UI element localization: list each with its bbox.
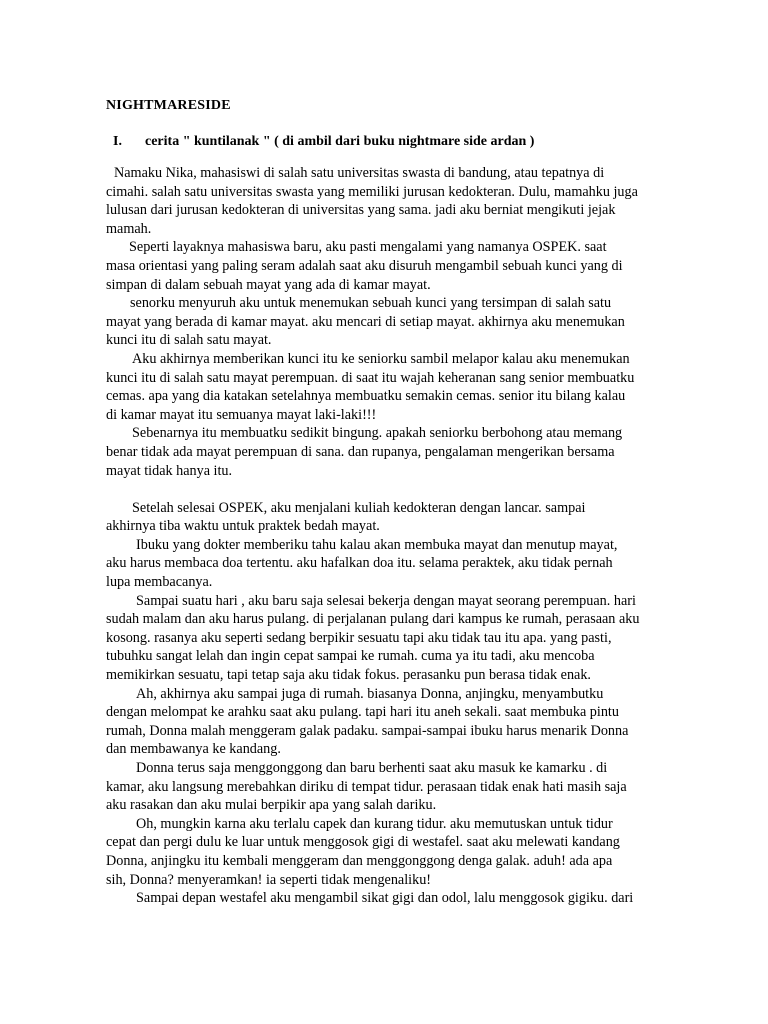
section-heading [113, 134, 534, 150]
text-line: Sampai suatu hari , aku baru saja selesai bekerja dengan mayat seorang perempuan. hari [136, 592, 636, 609]
text-line: kamar, aku langsung merebahkan diriku di tempat tidur. perasaan tidak enak hati masih saja [106, 778, 627, 795]
text-line: kunci itu di salah satu mayat perempuan. di saat itu wajah keheranan sang senior membuatku [106, 369, 635, 386]
text-line: mamah. [106, 220, 152, 237]
section-title: cerita " kuntilanak " ( di ambil dari buku nightmare side ardan ) [145, 134, 535, 149]
text-line: Aku akhirnya memberikan kunci itu ke seniorku sambil melapor kalau aku menemukan [132, 350, 630, 367]
text-line: dan membawanya ke kandang. [106, 741, 281, 758]
paragraph-break [106, 480, 672, 499]
text-line: cimahi. salah satu universitas swasta yang memiliki jurusan kedokteran. Dulu, mamahku juga [106, 183, 638, 200]
text-line: lupa membacanya. [106, 574, 213, 591]
text-line: dengan melompat ke arahku saat aku pulang. tapi hari itu aneh sekali. saat membuka pintu [106, 704, 619, 721]
text-line: tubuhku sangat lelah dan ingin cepat sampai ke rumah. cuma ya itu tadi, aku mencoba [106, 648, 595, 665]
text-line: akhirnya tiba waktu untuk praktek bedah mayat. [106, 518, 380, 535]
text-line: Ah, akhirnya aku sampai juga di rumah. biasanya Donna, anjingku, menyambutku [136, 685, 604, 702]
document-title: NIGHTMARESIDE [106, 98, 231, 113]
text-line: benar tidak ada mayat perempuan di sana. dan rupanya, pengalaman mengerikan bersama [106, 443, 615, 460]
text-line: Donna terus saja menggonggong dan baru berhenti saat aku masuk ke kamarku . di [136, 760, 608, 776]
text-line: senorku menyuruh aku untuk menemukan sebuah kunci yang tersimpan di salah satu [130, 295, 612, 312]
text-line: Donna, anjingku itu kembali menggeram dan menggonggong denga galak. aduh! ada apa [106, 852, 613, 869]
text-line: Oh, mungkin karna aku terlalu capek dan kurang tidur. aku memutuskan untuk tidur [136, 815, 613, 832]
section-number: I. [113, 134, 122, 149]
text-line: memikirkan sesuatu, tapi tetap saja aku tidak fokus. perasanku pun berasa tidak enak. [106, 667, 591, 684]
text-line: mayat tidak hanya itu. [106, 462, 233, 479]
text-line: sudah malam dan aku harus pulang. di perjalanan pulang dari kampus ke rumah, perasaan aku [106, 611, 640, 628]
text-line: aku rasakan dan aku mulai berpikir apa yang salah dariku. [106, 797, 437, 814]
text-line: aku harus membaca doa tertentu. aku hafalkan doa itu. selama peraktek, aku tidak pernah [106, 555, 613, 572]
text-line: di kamar mayat itu semuanya mayat laki-laki!!! [106, 406, 377, 423]
text-line: kosong. rasanya aku seperti sedang berpikir sesuatu tapi aku tidak tau itu apa. yang pasti, [106, 629, 612, 646]
text-line: Namaku Nika, mahasiswi di salah satu universitas swasta di bandung, atau tepatnya di [114, 165, 605, 181]
text-line: Setelah selesai OSPEK, aku menjalani kuliah kedokteran dengan lancar. sampai [132, 499, 586, 516]
text-line: cemas. apa yang dia katakan setelahnya membuatku semakin cemas. senior itu bilang kalau [106, 388, 626, 405]
text-line: lulusan dari jurusan kedokteran di universitas yang sama. jadi aku berniat mengikuti jejak [106, 202, 616, 219]
text-line: masa orientasi yang paling seram adalah saat aku disuruh mengambil sebuah kunci yang di [106, 257, 623, 274]
text-line: Seperti layaknya mahasiswa baru, aku pasti mengalami yang namanya OSPEK. saat [129, 239, 607, 256]
text-line: Ibuku yang dokter memberiku tahu kalau akan membuka mayat dan menutup mayat, [136, 536, 618, 553]
text-line: Sebenarnya itu membuatku sedikit bingung. apakah seniorku berbohong atau memang [132, 425, 623, 442]
text-line: kunci itu di salah satu mayat. [106, 332, 272, 349]
text-line: Sampai depan westafel aku mengambil sikat gigi dan odol, lalu menggosok gigiku. dari [136, 890, 634, 907]
text-line: rumah, Donna malah menggeram galak padaku. sampai-sampai ibuku harus menarik Donna [106, 722, 629, 739]
story-body [106, 164, 672, 908]
text-line: cepat dan pergi dulu ke luar untuk menggosok gigi di westafel. saat aku melewati kandang [106, 834, 620, 851]
text-line: mayat yang berada di kamar mayat. aku mencari di setiap mayat. akhirnya aku menemukan [106, 313, 625, 330]
text-line: sih, Donna? menyeramkan! ia seperti tidak mengenaliku! [106, 871, 432, 888]
text-line: simpan di dalam sebuah mayat yang ada di kamar mayat. [106, 276, 431, 293]
